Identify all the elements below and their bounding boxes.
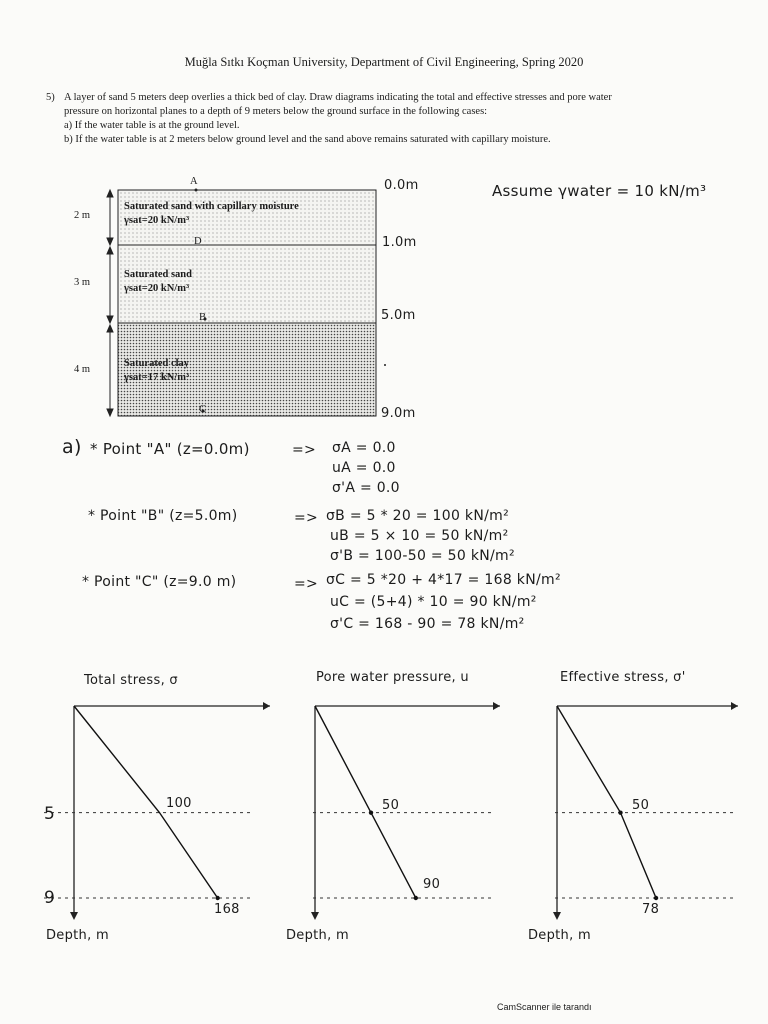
- layer-1-unit-weight: γsat=20 kN/m³: [124, 215, 190, 226]
- pore-value-9: 90: [423, 877, 441, 892]
- total-value-9: 168: [214, 902, 240, 917]
- point-c-title: * Point "C" (z=9.0 m): [82, 574, 237, 590]
- total-series-line: [74, 706, 218, 898]
- pore-x-axis-arrow: [493, 702, 500, 710]
- question-number: 5): [46, 92, 55, 103]
- question-line-2: pressure on horizontal planes to a depth of 9 meters below the ground surface in the following cases:: [64, 106, 488, 117]
- thickness-label-layer-2: 3 m: [74, 277, 91, 288]
- arrow-a: =>: [292, 442, 317, 458]
- effective-stress-a: σ'A = 0.0: [332, 480, 400, 496]
- graph-title-total: Total stress, σ: [84, 673, 178, 688]
- effective-point-9: [654, 896, 658, 900]
- point-a-label: A: [190, 176, 198, 187]
- document-header: Muğla Sıtkı Koçman University, Department of Civil Engineering, Spring 2020: [184, 55, 584, 69]
- depth-axis-label-total: Depth, m: [46, 928, 109, 943]
- pore-pressure-b: uB = 5 × 10 = 50 kN/m²: [330, 528, 509, 544]
- pore-depth-axis-arrow: [311, 912, 319, 920]
- scanner-watermark: CamScanner ile tarandı: [497, 1002, 592, 1012]
- pore-value-5: 50: [382, 798, 400, 813]
- total-x-axis-arrow: [263, 702, 270, 710]
- effective-point-5: [618, 810, 622, 814]
- effective-stress-b: σ'B = 100-50 = 50 kN/m²: [330, 548, 515, 564]
- pore-point-5: [369, 810, 373, 814]
- sigma-c: σC = 5 *20 + 4*17 = 168 kN/m²: [326, 572, 561, 588]
- sigma-b: σB = 5 * 20 = 100 kN/m²: [326, 508, 509, 524]
- depth-axis-label-pore: Depth, m: [286, 928, 349, 943]
- solution-part-label: a): [62, 436, 82, 458]
- total-depth-axis-arrow: [70, 912, 78, 920]
- graph-title-pore: Pore water pressure, u: [316, 670, 469, 685]
- depth-mark-9: 9: [44, 888, 56, 908]
- layer-3-unit-weight: γsat=17 kN/m³: [124, 372, 190, 383]
- layer-1-name: Saturated sand with capillary moisture: [124, 201, 299, 212]
- layer-2-name: Saturated sand: [124, 269, 192, 280]
- point-a-title: * Point "A" (z=0.0m): [90, 440, 250, 458]
- pore-pressure-plot: [311, 702, 500, 920]
- sigma-a: σA = 0.0: [332, 440, 396, 456]
- point-c-label: C: [199, 404, 207, 415]
- depth-label-5: 5.0m: [381, 308, 416, 323]
- question-part-a: a) If the water table is at the ground level.: [64, 120, 240, 131]
- unit-weight-water-note: Assume γwater = 10 kN/m³: [492, 182, 707, 200]
- effective-stress-c: σ'C = 168 - 90 = 78 kN/m²: [330, 616, 525, 632]
- arrow-b: =>: [294, 510, 319, 526]
- thickness-label-layer-1: 2 m: [74, 210, 91, 221]
- depth-axis-label-effective: Depth, m: [528, 928, 591, 943]
- effective-value-5: 50: [632, 798, 650, 813]
- pore-series-line: [315, 706, 416, 898]
- point-b-title: * Point "B" (z=5.0m): [88, 508, 238, 524]
- question-part-b: b) If the water table is at 2 meters below ground level and the sand above remains saturated with capillary moisture.: [64, 134, 551, 145]
- total-value-5: 100: [166, 796, 192, 811]
- total-stress-plot: [44, 702, 270, 920]
- depth-mark-5: 5: [44, 804, 56, 824]
- depth-label-0: 0.0m: [384, 178, 419, 193]
- effective-x-axis-arrow: [731, 702, 738, 710]
- arrow-c: =>: [294, 576, 319, 592]
- layer-2-unit-weight: γsat=20 kN/m³: [124, 283, 190, 294]
- depth-label-9: 9.0m: [381, 406, 416, 421]
- thickness-label-layer-3: 4 m: [74, 364, 91, 375]
- point-d-label: D: [194, 236, 202, 247]
- graph-title-effective: Effective stress, σ': [560, 670, 686, 685]
- question-line-1: A layer of sand 5 meters deep overlies a thick bed of clay. Draw diagrams indicating the total and effective stresses and pore water: [64, 92, 612, 103]
- point-b-label: B: [199, 312, 207, 323]
- pore-pressure-a: uA = 0.0: [332, 460, 396, 476]
- depth-label-1: 1.0m: [382, 235, 417, 250]
- pore-pressure-c: uC = (5+4) * 10 = 90 kN/m²: [330, 594, 537, 610]
- layer-3-name: Saturated clay: [124, 358, 190, 369]
- pore-point-9: [414, 896, 418, 900]
- effective-value-9: 78: [642, 902, 660, 917]
- total-point-9: [215, 896, 219, 900]
- effective-depth-axis-arrow: [553, 912, 561, 920]
